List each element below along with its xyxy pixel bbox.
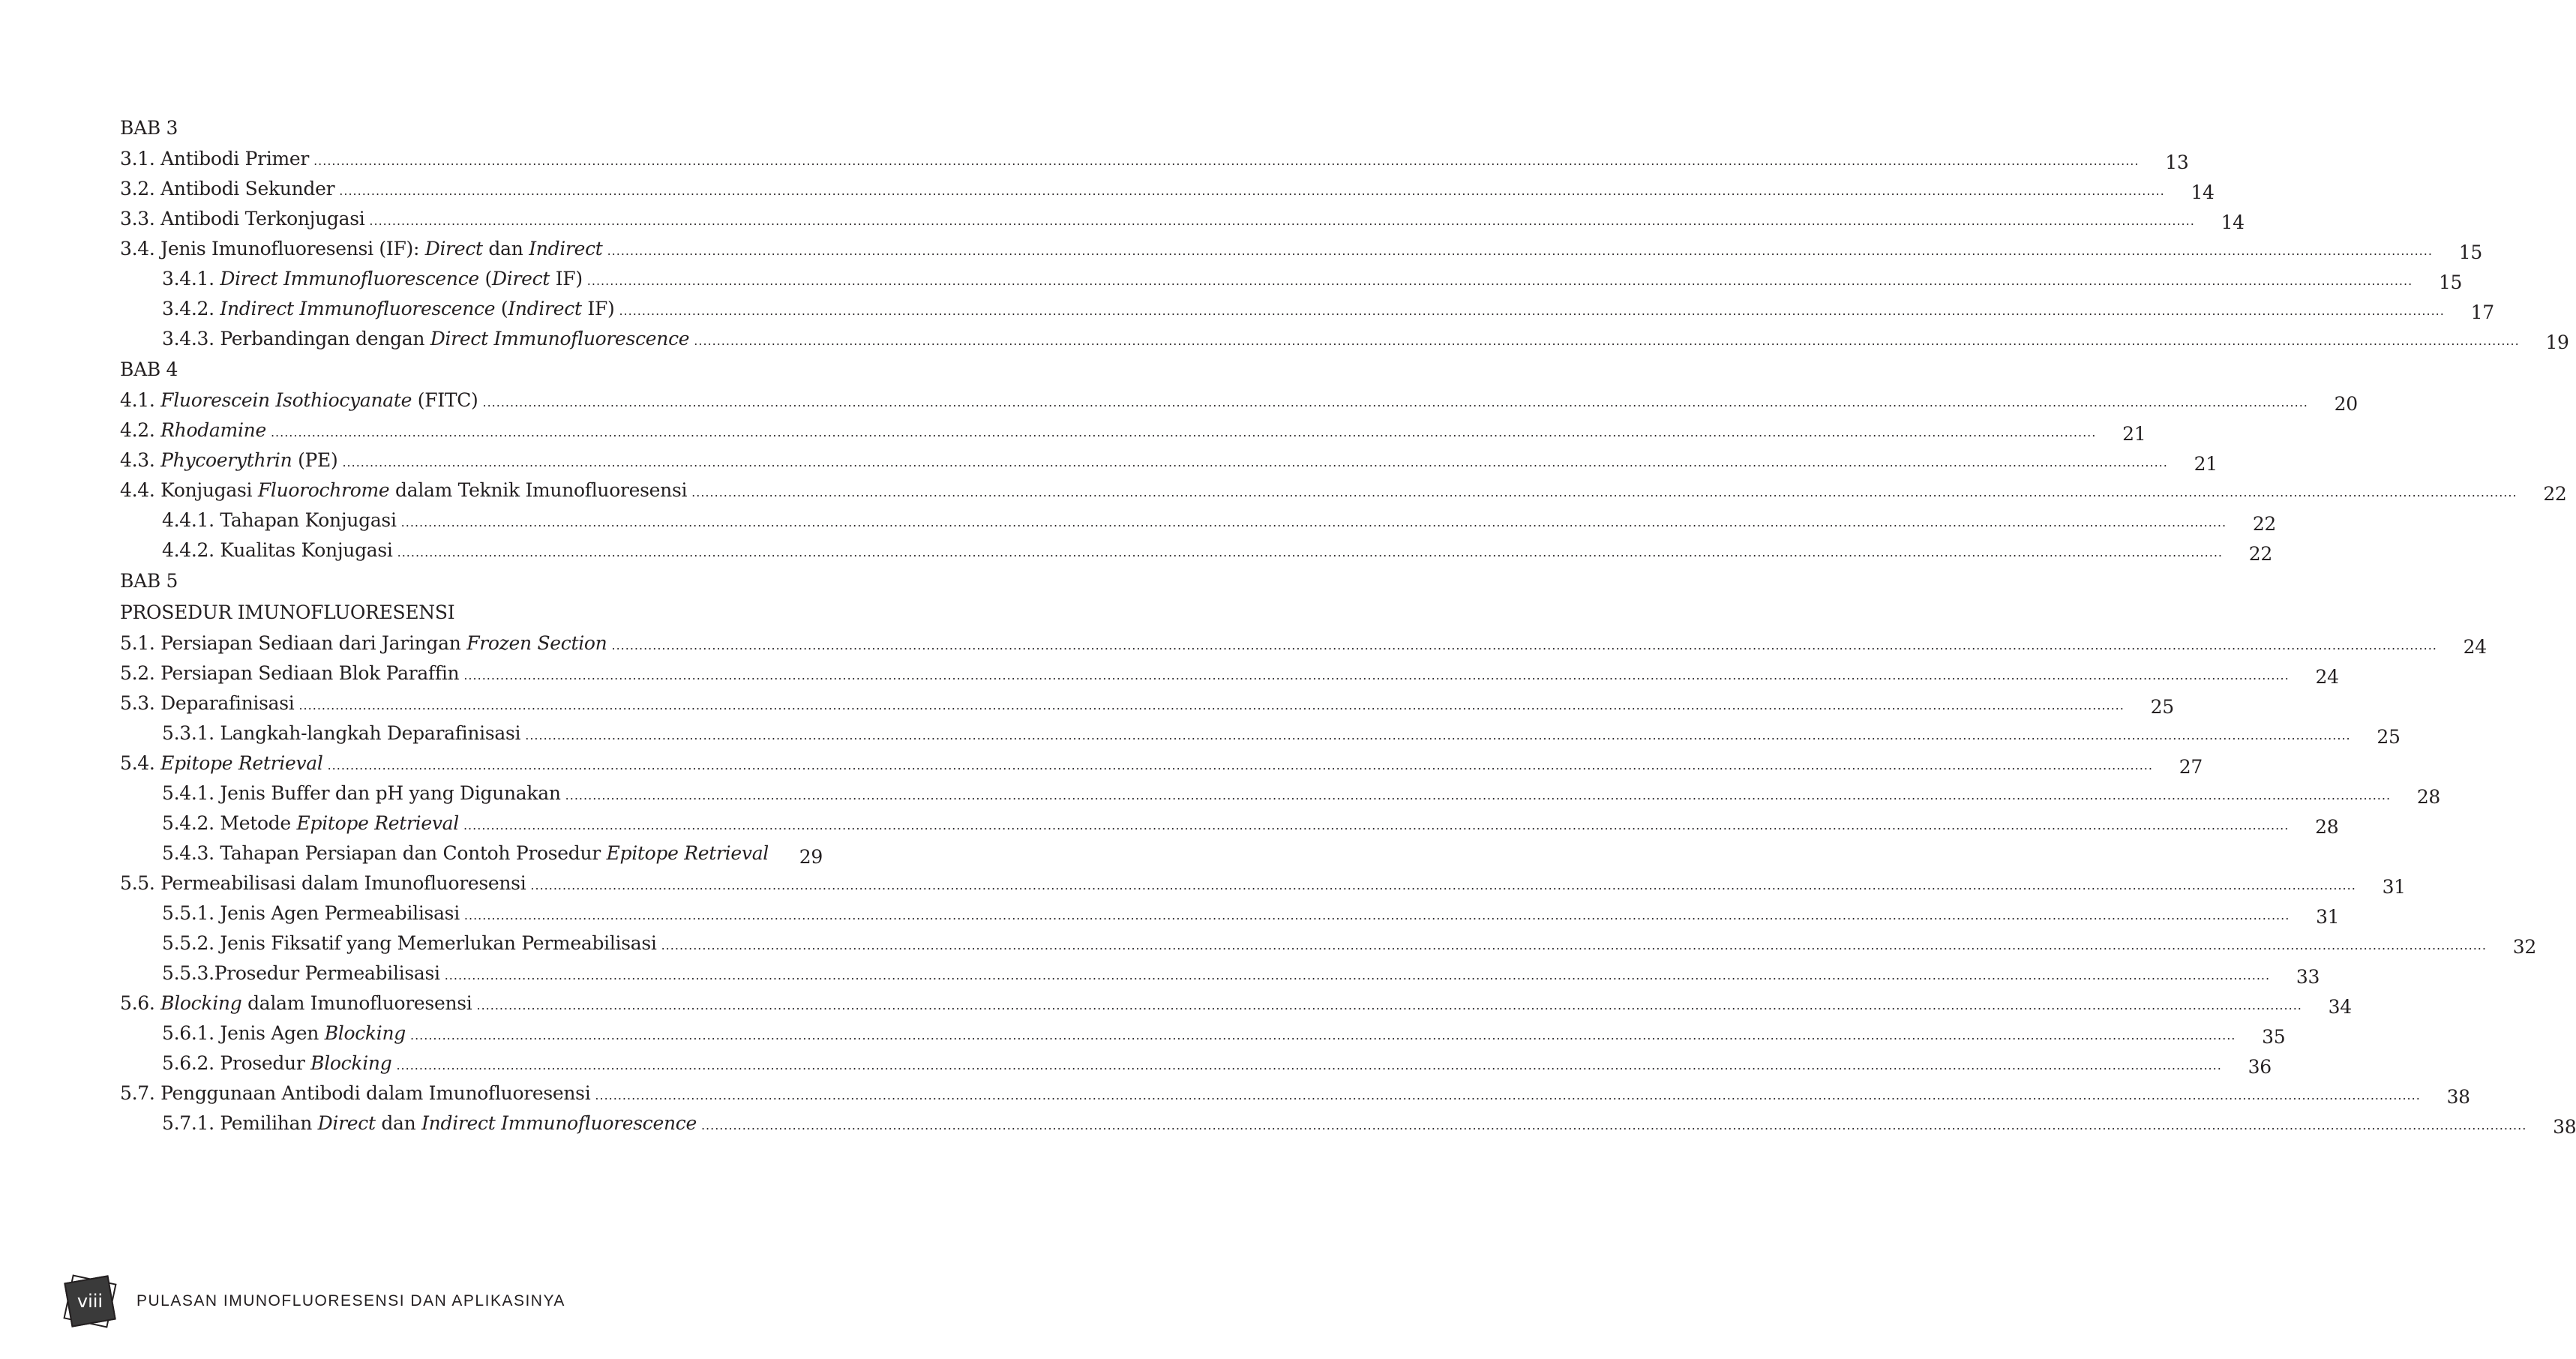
toc-entry-title-part: 3.4. Jenis Imunofluoresensi (IF): <box>120 238 425 260</box>
toc-entry-title-part: 3.2. Antibodi Sekunder <box>120 178 335 200</box>
toc-entry-title-part: ( <box>478 268 493 290</box>
toc-entry-title-part: 3.3. Antibodi Terkonjugasi <box>120 208 365 230</box>
toc-subsection-entry[interactable] <box>120 1048 2272 1078</box>
toc-entry-title <box>162 838 769 868</box>
toc-subsection-entry[interactable] <box>120 928 2536 958</box>
toc-dot-leader: ................................................................................................................................................................................................................................................................................................................................................................................................................ <box>396 1058 2222 1072</box>
toc-entry-title <box>162 778 561 808</box>
toc-dot-leader: ................................................................................................................................................................................................................................................................................................................................................................................................................ <box>298 698 2125 712</box>
toc-page-number: 20 <box>2334 393 2358 415</box>
toc-entry-title <box>162 1108 697 1138</box>
toc-entry-title-italic: Indirect Immunofluorescence <box>220 298 496 320</box>
toc-subsection-entry[interactable] <box>120 324 2569 354</box>
page-number: viii <box>76 1291 103 1312</box>
toc-entry-title <box>162 1048 391 1078</box>
toc-entry-title-part: 5.4.2. Metode <box>162 812 297 834</box>
toc-dot-leader: ................................................................................................................................................................................................................................................................................................................................................................................................................ <box>691 485 2518 500</box>
toc-page-number: 21 <box>2194 453 2218 475</box>
toc-entry-title-part: 4.1. <box>120 389 161 411</box>
toc-page-number: 34 <box>2328 996 2352 1018</box>
toc-section-entry[interactable] <box>120 988 2352 1018</box>
toc-entry-title-part: 4.3. <box>120 449 161 471</box>
toc-entry-title-italic: Direct <box>492 268 550 290</box>
toc-entry-title-part: 5.1. Persiapan Sediaan dari Jaringan <box>120 632 467 654</box>
toc-page-number: 15 <box>2458 242 2482 263</box>
toc-dot-leader: ................................................................................................................................................................................................................................................................................................................................................................................................................ <box>339 184 2165 198</box>
toc-entry-title <box>120 144 309 174</box>
toc-dot-leader: ................................................................................................................................................................................................................................................................................................................................................................................................................ <box>482 395 2308 410</box>
toc-section-entry[interactable] <box>120 868 2406 898</box>
toc-entry-title-part: 5.5.1. Jenis Agen Permeabilisasi <box>162 902 460 924</box>
toc-dot-leader: ................................................................................................................................................................................................................................................................................................................................................................................................................ <box>397 545 2223 560</box>
toc-page-number: 33 <box>2296 966 2320 988</box>
toc-entry-title <box>120 1078 590 1108</box>
page-number-badge <box>60 1271 120 1331</box>
toc-entry-title <box>120 628 607 658</box>
toc-dot-leader: ................................................................................................................................................................................................................................................................................................................................................................................................................ <box>409 1028 2236 1042</box>
toc-section-entry[interactable] <box>120 446 2218 476</box>
toc-section-entry[interactable] <box>120 628 2487 658</box>
toc-section-entry[interactable] <box>120 748 2203 778</box>
toc-entry-title <box>162 1018 406 1048</box>
toc-entry-title <box>120 476 687 506</box>
toc-subsection-entry[interactable] <box>120 264 2463 294</box>
toc-page-number: 27 <box>2179 756 2203 778</box>
toc-entry-title-part: 5.2. Persiapan Sediaan Blok Paraffin <box>120 662 460 684</box>
toc-entry-title-part: 3.4.3. Perbandingan dengan <box>162 328 430 350</box>
toc-entry-title-part: 5.4. <box>120 752 161 774</box>
toc-entry-title-part: dan <box>375 1112 422 1134</box>
toc-section-entry[interactable] <box>120 144 2189 174</box>
toc-subsection-entry[interactable] <box>120 718 2401 748</box>
toc-subsection-entry[interactable] <box>120 294 2494 324</box>
toc-entry-title-part: 4.2. <box>120 419 161 441</box>
toc-page-number: 32 <box>2512 936 2536 958</box>
toc-entry-title-part: 4.4.1. Tahapan Konjugasi <box>162 509 397 531</box>
toc-subsection-entry[interactable] <box>120 898 2340 928</box>
toc-page-number: 38 <box>2553 1116 2576 1138</box>
toc-entry-title <box>162 294 614 324</box>
toc-dot-leader: ................................................................................................................................................................................................................................................................................................................................................................................................................ <box>619 304 2445 318</box>
toc-dot-leader: ................................................................................................................................................................................................................................................................................................................................................................................................................ <box>463 818 2290 832</box>
toc-entry-title-italic: Direct <box>424 238 483 260</box>
toc-subsection-entry[interactable] <box>120 506 2277 536</box>
toc-subsection-entry[interactable] <box>120 1108 2576 1138</box>
toc-page-number: 28 <box>2416 786 2441 808</box>
toc-entry-title <box>162 536 393 566</box>
toc-entry-title <box>162 506 397 536</box>
toc-entry-title-part: (FITC) <box>412 389 478 411</box>
toc-dot-leader: ................................................................................................................................................................................................................................................................................................................................................................................................................ <box>565 788 2392 802</box>
toc-chapter-heading: BAB 4 <box>120 358 178 380</box>
toc-entry-title-italic: Frozen Section <box>466 632 607 654</box>
toc-entry-title-italic: Indirect <box>508 298 582 320</box>
toc-page-number: 21 <box>2122 423 2146 445</box>
toc-dot-leader: ................................................................................................................................................................................................................................................................................................................................................................................................................ <box>530 878 2356 892</box>
toc-page-number: 22 <box>2543 483 2567 505</box>
toc-chapter-heading: BAB 5 <box>120 570 178 592</box>
toc-page-number: 13 <box>2165 152 2189 173</box>
toc-entry-title-part: 5.5. Permeabilisasi dalam Imunofluoresensi <box>120 872 526 894</box>
toc-chapter-heading: BAB 3 <box>120 117 178 139</box>
toc-entry-title-italic: Phycoerythrin <box>160 449 292 471</box>
toc-entry-title-italic: Direct <box>317 1112 376 1134</box>
toc-entry-title-italic: Epitope Retrieval <box>296 812 459 834</box>
toc-entry-title-part: IF) <box>581 298 615 320</box>
toc-entry-title <box>120 688 294 718</box>
toc-entry-title <box>120 416 266 446</box>
toc-dot-leader: ................................................................................................................................................................................................................................................................................................................................................................................................................ <box>463 908 2290 922</box>
toc-section-entry[interactable] <box>120 658 2339 688</box>
toc-entry-title <box>120 204 364 234</box>
toc-dot-leader: ................................................................................................................................................................................................................................................................................................................................................................................................................ <box>700 1118 2527 1132</box>
page-footer <box>60 1271 565 1331</box>
toc-page-number: 17 <box>2470 302 2494 323</box>
toc-subsection-entry[interactable] <box>120 808 2339 838</box>
toc-entry-title-part: 5.4.1. Jenis Buffer dan pH yang Digunakan <box>162 782 561 804</box>
toc-entry-title <box>120 446 337 476</box>
toc-entry-title-part: IF) <box>550 268 583 290</box>
toc-subsection-entry[interactable] <box>120 958 2320 988</box>
toc-entry-title-italic: Blocking <box>160 992 242 1014</box>
toc-page-number: 22 <box>2252 513 2277 535</box>
toc-entry-title-italic: Fluorochrome <box>257 479 390 501</box>
toc-entry-title-part: 5.4.3. Tahapan Persiapan dan Contoh Prosedur <box>162 842 607 864</box>
toc-entry-title <box>120 988 472 1018</box>
toc-page-number: 24 <box>2315 666 2339 688</box>
toc-entry-title-italic: Rhodamine <box>160 419 266 441</box>
toc-section-entry[interactable] <box>120 1078 2470 1108</box>
toc-entry-title-part: ( <box>495 298 508 320</box>
toc-entry-title-part: 5.6. <box>120 992 161 1014</box>
toc-section-entry[interactable] <box>120 416 2146 446</box>
toc-subsection-entry[interactable] <box>120 1018 2286 1048</box>
toc-entry-title-part: 3.4.2. <box>162 298 220 320</box>
toc-page-number: 36 <box>2248 1056 2272 1078</box>
toc-entry-title-part: dalam Teknik Imunofluoresensi <box>389 479 688 501</box>
toc-section-entry[interactable] <box>120 476 2567 506</box>
toc-entry-title-part: 5.5.2. Jenis Fiksatif yang Memerlukan Permeabilisasi <box>162 932 657 954</box>
toc-entry-title-italic: Indirect Immunofluorescence <box>421 1112 697 1134</box>
toc-entry-title-part: 5.7.1. Pemilihan <box>162 1112 318 1134</box>
toc-dot-leader: ................................................................................................................................................................................................................................................................................................................................................................................................................ <box>586 274 2413 288</box>
toc-page-number: 38 <box>2446 1086 2470 1108</box>
toc-entry-title <box>162 264 583 294</box>
toc-page-number: 15 <box>2438 272 2463 293</box>
toc-dot-leader: ................................................................................................................................................................................................................................................................................................................................................................................................................ <box>661 938 2487 952</box>
toc-entry-title-part: 5.5.3.Prosedur Permeabilisasi <box>162 962 440 984</box>
toc-dot-leader: ................................................................................................................................................................................................................................................................................................................................................................................................................ <box>694 334 2520 348</box>
toc-entry-title <box>162 898 460 928</box>
toc-entry-title-part: 3.1. Antibodi Primer <box>120 148 310 170</box>
toc-entry-title <box>120 234 603 264</box>
toc-page-number: 25 <box>2377 726 2401 748</box>
toc-dot-leader: ................................................................................................................................................................................................................................................................................................................................................................................................................ <box>607 244 2433 258</box>
toc-subsection-entry[interactable] <box>120 778 2441 808</box>
toc-dot-leader: ................................................................................................................................................................................................................................................................................................................................................................................................................ <box>476 998 2302 1012</box>
toc-page-number: 28 <box>2315 816 2339 838</box>
toc-entry-title-italic: Fluorescein Isothiocyanate <box>160 389 412 411</box>
toc-dot-leader: ................................................................................................................................................................................................................................................................................................................................................................................................................ <box>611 638 2437 652</box>
toc-entry-title-part: (PE) <box>292 449 338 471</box>
toc-page-number: 14 <box>2191 182 2215 203</box>
toc-entry-title <box>120 658 459 688</box>
toc-subsection-entry[interactable] <box>120 536 2272 566</box>
toc-entry-title <box>162 808 459 838</box>
toc-entry-title <box>120 386 478 416</box>
toc-section-entry[interactable] <box>120 688 2174 718</box>
toc-entry-title-italic: Blocking <box>324 1022 406 1044</box>
toc-entry-title-part: 4.4. Konjugasi <box>120 479 258 501</box>
toc-section-entry[interactable] <box>120 204 2245 234</box>
toc-entry-title <box>162 718 520 748</box>
toc-page-number: 29 <box>799 846 823 868</box>
toc-entry-title <box>162 928 657 958</box>
toc-page-number: 22 <box>2248 543 2272 565</box>
toc-entry-title-part: dan <box>482 238 529 260</box>
toc-entry-title <box>162 958 440 988</box>
toc-dot-leader: ................................................................................................................................................................................................................................................................................................................................................................................................................ <box>400 515 2227 530</box>
toc-entry-title-part: 3.4.1. <box>162 268 220 290</box>
toc-entry-title-italic: Indirect <box>529 238 603 260</box>
toc-page-number: 31 <box>2382 876 2406 898</box>
running-title: PULASAN IMUNOFLUORESENSI DAN APLIKASINYA <box>136 1292 565 1310</box>
toc-dot-leader: ................................................................................................................................................................................................................................................................................................................................................................................................................ <box>444 968 2271 982</box>
toc-dot-leader: ................................................................................................................................................................................................................................................................................................................................................................................................................ <box>270 425 2097 440</box>
toc-dot-leader: ................................................................................................................................................................................................................................................................................................................................................................................................................ <box>327 758 2153 772</box>
toc-page-number: 25 <box>2150 696 2174 718</box>
toc-page-number: 14 <box>2221 212 2245 233</box>
toc-dot-leader: ................................................................................................................................................................................................................................................................................................................................................................................................................ <box>595 1088 2421 1102</box>
toc-subsection-entry[interactable] <box>120 838 823 868</box>
toc-dot-leader: ................................................................................................................................................................................................................................................................................................................................................................................................................ <box>369 214 2195 228</box>
toc-entry-title-part: 5.7. Penggunaan Antibodi dalam Imunofluoresensi <box>120 1082 591 1104</box>
toc-entry-title <box>120 174 334 204</box>
toc-page-number: 19 <box>2545 332 2569 353</box>
toc-entry-title <box>120 868 526 898</box>
toc-entry-title-part: dalam Imunofluoresensi <box>241 992 472 1014</box>
toc-entry-title <box>162 324 689 354</box>
toc-entry-title-italic: Blocking <box>310 1052 392 1074</box>
toc-page-number: 35 <box>2262 1026 2286 1048</box>
toc-entry-title-part: 4.4.2. Kualitas Konjugasi <box>162 539 393 561</box>
toc-entry-title-italic: Direct Immunofluorescence <box>430 328 690 350</box>
toc-entry-title-part: 5.3. Deparafinisasi <box>120 692 295 714</box>
toc-entry-title-part: 5.6.1. Jenis Agen <box>162 1022 325 1044</box>
toc-dot-leader: ................................................................................................................................................................................................................................................................................................................................................................................................................ <box>463 668 2290 682</box>
toc-entry-title-italic: Epitope Retrieval <box>160 752 323 774</box>
toc-entry-title-italic: Direct Immunofluorescence <box>220 268 479 290</box>
toc-entry-title <box>120 748 323 778</box>
toc-page-number: 31 <box>2316 906 2340 928</box>
toc-section-entry[interactable] <box>120 386 2358 416</box>
toc-chapter-heading: PROSEDUR IMUNOFLUORESENSI <box>120 602 455 623</box>
toc-page-number: 24 <box>2463 636 2487 658</box>
table-of-contents <box>120 112 2576 1138</box>
toc-dot-leader: ................................................................................................................................................................................................................................................................................................................................................................................................................ <box>525 728 2351 742</box>
toc-entry-title-italic: Epitope Retrieval <box>606 842 769 864</box>
toc-entry-title-part: 5.3.1. Langkah-langkah Deparafinisasi <box>162 722 521 744</box>
toc-dot-leader: ................................................................................................................................................................................................................................................................................................................................................................................................................ <box>313 154 2140 168</box>
toc-entry-title-part: 5.6.2. Prosedur <box>162 1052 311 1074</box>
toc-section-entry[interactable] <box>120 174 2215 204</box>
toc-section-entry[interactable] <box>120 234 2482 264</box>
toc-dot-leader: ................................................................................................................................................................................................................................................................................................................................................................................................................ <box>342 455 2168 470</box>
